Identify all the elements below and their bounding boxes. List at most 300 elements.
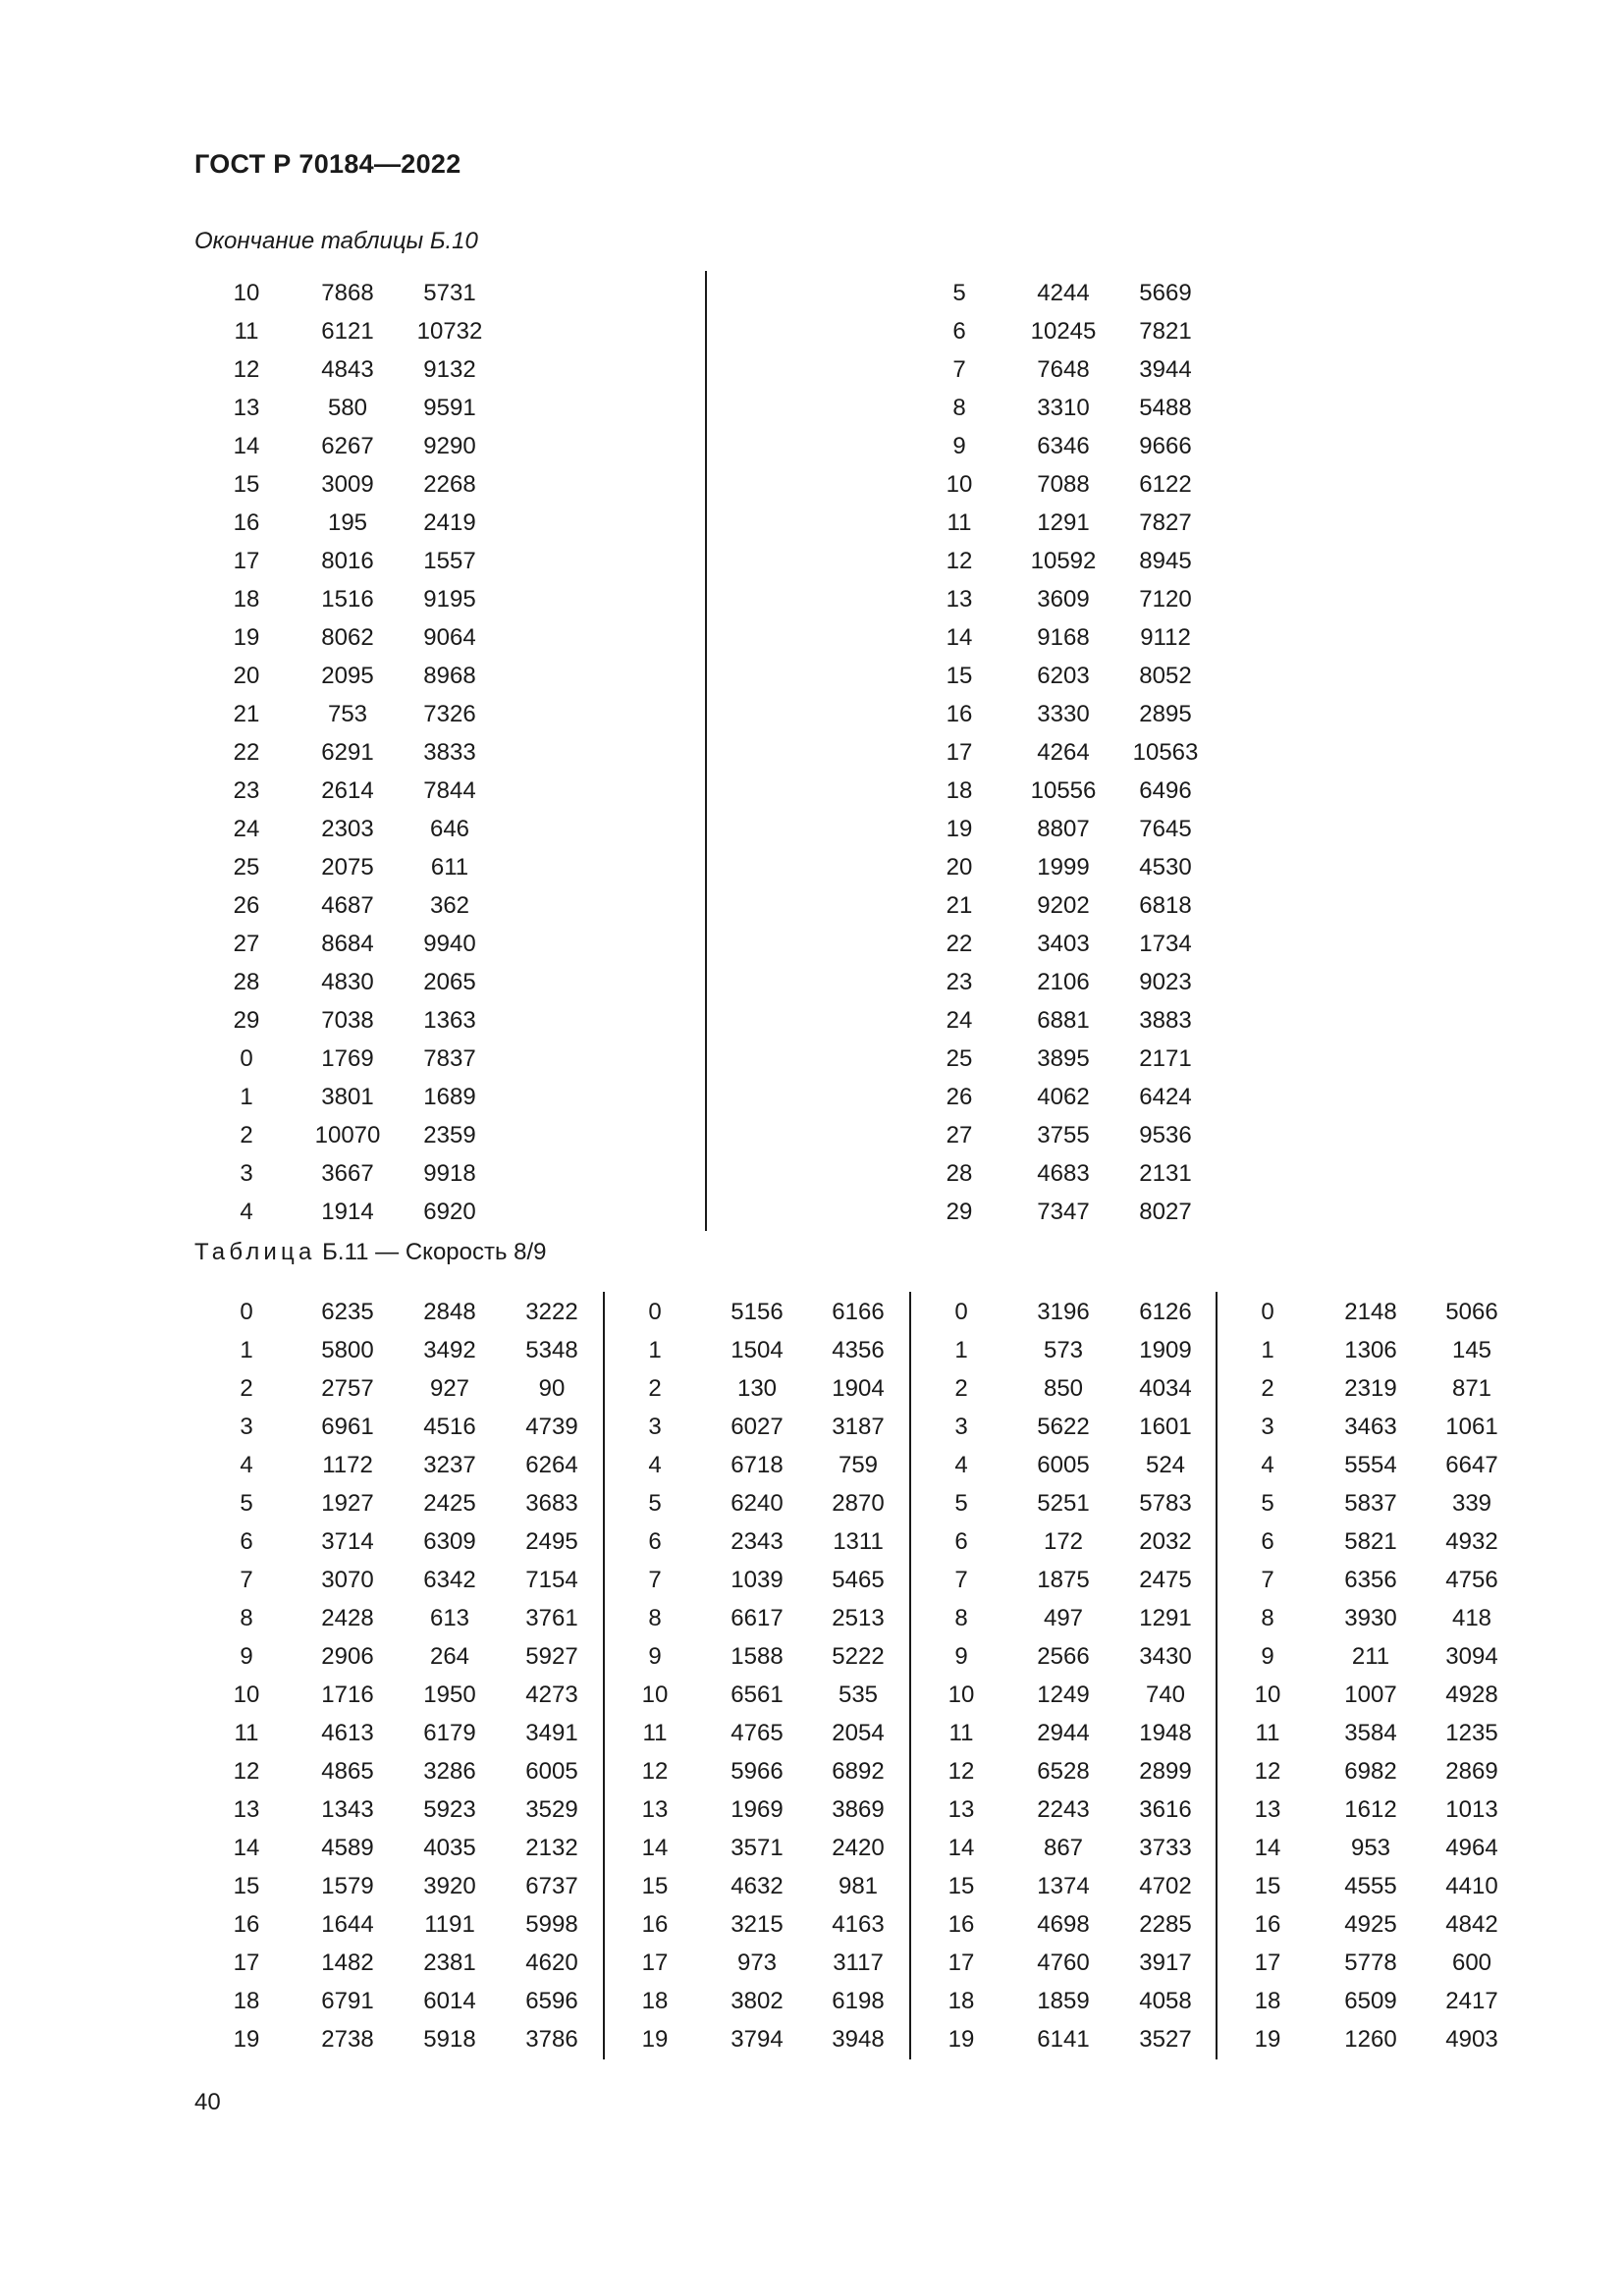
value-cell: 8807: [1037, 816, 1090, 842]
row-index-cell: 3: [954, 1414, 968, 1440]
value-cell: 4928: [1445, 1682, 1498, 1708]
value-cell: 7326: [423, 701, 476, 727]
value-cell: 4760: [1037, 1949, 1090, 1976]
value-cell: 10563: [1132, 739, 1199, 766]
value-cell: 3609: [1037, 586, 1090, 613]
table-b11-divider-2: [909, 1292, 911, 2059]
row-index-cell: 15: [233, 471, 260, 498]
value-cell: 3286: [423, 1758, 476, 1785]
value-cell: 2870: [832, 1490, 885, 1517]
value-cell: 9112: [1140, 624, 1191, 651]
value-cell: 3802: [731, 1988, 784, 2014]
value-cell: 1191: [424, 1911, 475, 1938]
row-index-cell: 16: [641, 1911, 669, 1938]
row-index-cell: 17: [233, 548, 260, 574]
table-b10-divider: [705, 271, 707, 1231]
value-cell: 1689: [423, 1084, 476, 1110]
table-continuation-caption: Окончание таблицы Б.10: [194, 228, 478, 254]
row-index-cell: 26: [946, 1084, 973, 1110]
value-cell: 6881: [1037, 1007, 1090, 1034]
value-cell: 2895: [1139, 701, 1192, 727]
row-index-cell: 3: [240, 1160, 253, 1187]
value-cell: 4756: [1445, 1567, 1498, 1593]
value-cell: 1999: [1037, 854, 1090, 881]
value-cell: 5669: [1139, 280, 1192, 306]
value-cell: 5927: [525, 1643, 578, 1670]
row-index-cell: 9: [1261, 1643, 1274, 1670]
row-index-cell: 12: [947, 1758, 975, 1785]
row-index-cell: 11: [642, 1720, 668, 1746]
row-index-cell: 5: [648, 1490, 662, 1517]
row-index-cell: 1: [1261, 1337, 1274, 1363]
value-cell: 6179: [423, 1720, 476, 1746]
value-cell: 953: [1350, 1835, 1391, 1861]
value-cell: 6203: [1037, 663, 1090, 689]
value-cell: 6005: [1037, 1452, 1090, 1478]
value-cell: 3094: [1445, 1643, 1498, 1670]
value-cell: 5778: [1344, 1949, 1397, 1976]
value-cell: 10732: [416, 318, 483, 345]
value-cell: 2132: [525, 1835, 578, 1861]
value-cell: 981: [838, 1873, 879, 1899]
value-cell: 600: [1451, 1949, 1492, 1976]
value-cell: 8016: [321, 548, 374, 574]
row-index-cell: 22: [233, 739, 260, 766]
row-index-cell: 29: [233, 1007, 260, 1034]
value-cell: 6818: [1139, 892, 1192, 919]
row-index-cell: 9: [952, 433, 966, 459]
row-index-cell: 14: [641, 1835, 669, 1861]
row-index-cell: 20: [233, 663, 260, 689]
value-cell: 9064: [423, 624, 476, 651]
row-index-cell: 2: [240, 1122, 253, 1148]
value-cell: 3714: [321, 1528, 374, 1555]
value-cell: 6892: [832, 1758, 885, 1785]
value-cell: 7645: [1139, 816, 1192, 842]
row-index-cell: 0: [240, 1045, 253, 1072]
value-cell: 2738: [321, 2026, 374, 2053]
row-index-cell: 5: [1261, 1490, 1274, 1517]
value-cell: 4925: [1344, 1911, 1397, 1938]
row-index-cell: 16: [233, 1911, 260, 1938]
value-cell: 3761: [525, 1605, 578, 1631]
value-cell: 4058: [1139, 1988, 1192, 2014]
row-index-cell: 15: [1254, 1873, 1281, 1899]
value-cell: 339: [1451, 1490, 1492, 1517]
value-cell: 2425: [423, 1490, 476, 1517]
value-cell: 2757: [321, 1375, 374, 1402]
row-index-cell: 18: [233, 586, 260, 613]
row-index-cell: 3: [648, 1414, 662, 1440]
table-b11-divider-1: [603, 1292, 605, 2059]
row-index-cell: 19: [233, 2026, 260, 2053]
row-index-cell: 21: [946, 892, 973, 919]
value-cell: 2614: [321, 777, 374, 804]
row-index-cell: 9: [240, 1643, 253, 1670]
value-cell: 9195: [423, 586, 476, 613]
value-cell: 3920: [423, 1873, 476, 1899]
row-index-cell: 21: [233, 701, 260, 727]
row-index-cell: 2: [240, 1375, 253, 1402]
value-cell: 5998: [525, 1911, 578, 1938]
value-cell: 4830: [321, 969, 374, 995]
row-index-cell: 0: [648, 1299, 662, 1325]
row-index-cell: 7: [648, 1567, 662, 1593]
value-cell: 5821: [1344, 1528, 1397, 1555]
value-cell: 362: [429, 892, 470, 919]
row-index-cell: 10: [1254, 1682, 1281, 1708]
value-cell: 2065: [423, 969, 476, 995]
value-cell: 573: [1043, 1337, 1084, 1363]
value-cell: 2343: [731, 1528, 784, 1555]
row-index-cell: 18: [1254, 1988, 1281, 2014]
value-cell: 1013: [1445, 1796, 1498, 1823]
row-index-cell: 11: [234, 1720, 259, 1746]
value-cell: 1769: [321, 1045, 374, 1072]
row-index-cell: 16: [946, 701, 973, 727]
row-index-cell: 2: [648, 1375, 662, 1402]
row-index-cell: 15: [947, 1873, 975, 1899]
value-cell: 6005: [525, 1758, 578, 1785]
value-cell: 4244: [1037, 280, 1090, 306]
value-cell: 6291: [321, 739, 374, 766]
value-cell: 6122: [1139, 471, 1192, 498]
row-index-cell: 18: [641, 1988, 669, 2014]
value-cell: 2106: [1037, 969, 1090, 995]
value-cell: 5731: [423, 280, 476, 306]
row-index-cell: 1: [240, 1084, 253, 1110]
value-cell: 6267: [321, 433, 374, 459]
value-cell: 1363: [423, 1007, 476, 1034]
value-cell: 4865: [321, 1758, 374, 1785]
row-index-cell: 17: [233, 1949, 260, 1976]
value-cell: 3529: [525, 1796, 578, 1823]
table-b11-divider-3: [1216, 1292, 1218, 2059]
value-cell: 3869: [832, 1796, 885, 1823]
value-cell: 3930: [1344, 1605, 1397, 1631]
row-index-cell: 10: [946, 471, 973, 498]
row-index-cell: 5: [954, 1490, 968, 1517]
value-cell: 2303: [321, 816, 374, 842]
value-cell: 1927: [321, 1490, 374, 1517]
value-cell: 6309: [423, 1528, 476, 1555]
value-cell: 6496: [1139, 777, 1192, 804]
value-cell: 3310: [1037, 395, 1090, 421]
value-cell: 9132: [423, 356, 476, 383]
value-cell: 3667: [321, 1160, 374, 1187]
value-cell: 4632: [731, 1873, 784, 1899]
row-index-cell: 26: [233, 892, 260, 919]
value-cell: 3330: [1037, 701, 1090, 727]
value-cell: 6264: [525, 1452, 578, 1478]
value-cell: 3584: [1344, 1720, 1397, 1746]
value-cell: 6027: [731, 1414, 784, 1440]
value-cell: 1716: [321, 1682, 374, 1708]
row-index-cell: 23: [946, 969, 973, 995]
row-index-cell: 12: [641, 1758, 669, 1785]
value-cell: 4842: [1445, 1911, 1498, 1938]
value-cell: 4516: [423, 1414, 476, 1440]
value-cell: 1601: [1139, 1414, 1192, 1440]
row-index-cell: 0: [240, 1299, 253, 1325]
value-cell: 850: [1043, 1375, 1084, 1402]
value-cell: 7038: [321, 1007, 374, 1034]
row-index-cell: 4: [954, 1452, 968, 1478]
value-cell: 1557: [423, 548, 476, 574]
value-cell: 9536: [1139, 1122, 1192, 1148]
row-index-cell: 19: [946, 816, 973, 842]
row-index-cell: 22: [946, 931, 973, 957]
value-cell: 3944: [1139, 356, 1192, 383]
value-cell: 1859: [1037, 1988, 1090, 2014]
value-cell: 2944: [1037, 1720, 1090, 1746]
value-cell: 5465: [832, 1567, 885, 1593]
value-cell: 3683: [525, 1490, 578, 1517]
value-cell: 4687: [321, 892, 374, 919]
row-index-cell: 6: [1261, 1528, 1274, 1555]
value-cell: 6561: [731, 1682, 784, 1708]
row-index-cell: 0: [1261, 1299, 1274, 1325]
row-index-cell: 14: [947, 1835, 975, 1861]
value-cell: 7868: [321, 280, 374, 306]
value-cell: 2428: [321, 1605, 374, 1631]
value-cell: 611: [430, 854, 469, 881]
row-index-cell: 16: [233, 509, 260, 536]
value-cell: 2054: [832, 1720, 885, 1746]
row-index-cell: 29: [946, 1199, 973, 1225]
value-cell: 6126: [1139, 1299, 1192, 1325]
value-cell: 3786: [525, 2026, 578, 2053]
value-cell: 871: [1451, 1375, 1492, 1402]
value-cell: 1343: [321, 1796, 374, 1823]
row-index-cell: 15: [233, 1873, 260, 1899]
row-index-cell: 1: [954, 1337, 968, 1363]
value-cell: 1644: [321, 1911, 374, 1938]
value-cell: 2032: [1139, 1528, 1192, 1555]
value-cell: 1875: [1037, 1567, 1090, 1593]
value-cell: 5156: [731, 1299, 784, 1325]
value-cell: 4964: [1445, 1835, 1498, 1861]
row-index-cell: 3: [240, 1414, 253, 1440]
row-index-cell: 24: [946, 1007, 973, 1034]
value-cell: 6920: [423, 1199, 476, 1225]
value-cell: 6737: [525, 1873, 578, 1899]
value-cell: 4530: [1139, 854, 1192, 881]
value-cell: 3222: [525, 1299, 578, 1325]
row-index-cell: 25: [233, 854, 260, 881]
value-cell: 4410: [1445, 1873, 1498, 1899]
value-cell: 4356: [832, 1337, 885, 1363]
row-index-cell: 7: [1261, 1567, 1274, 1593]
row-index-cell: 11: [947, 509, 972, 536]
value-cell: 646: [429, 816, 470, 842]
value-cell: 3571: [731, 1835, 784, 1861]
value-cell: 8945: [1139, 548, 1192, 574]
row-index-cell: 4: [240, 1199, 253, 1225]
value-cell: 5554: [1344, 1452, 1397, 1478]
row-index-cell: 2: [1261, 1375, 1274, 1402]
value-cell: 6240: [731, 1490, 784, 1517]
row-index-cell: 1: [648, 1337, 662, 1363]
value-cell: 4163: [832, 1911, 885, 1938]
value-cell: 9918: [423, 1160, 476, 1187]
value-cell: 7154: [525, 1567, 578, 1593]
value-cell: 3833: [423, 739, 476, 766]
value-cell: 1969: [731, 1796, 784, 1823]
value-cell: 2075: [321, 854, 374, 881]
value-cell: 6509: [1344, 1988, 1397, 2014]
value-cell: 3948: [832, 2026, 885, 2053]
value-cell: 927: [429, 1375, 470, 1402]
value-cell: 5918: [423, 2026, 476, 2053]
row-index-cell: 11: [234, 318, 259, 345]
value-cell: 7347: [1037, 1199, 1090, 1225]
row-index-cell: 4: [240, 1452, 253, 1478]
value-cell: 6166: [832, 1299, 885, 1325]
value-cell: 6356: [1344, 1567, 1397, 1593]
value-cell: 2381: [423, 1949, 476, 1976]
row-index-cell: 16: [947, 1911, 975, 1938]
value-cell: 1734: [1139, 931, 1192, 957]
row-index-cell: 9: [954, 1643, 968, 1670]
value-cell: 1172: [322, 1452, 373, 1478]
value-cell: 1235: [1445, 1720, 1498, 1746]
value-cell: 4589: [321, 1835, 374, 1861]
value-cell: 2131: [1139, 1160, 1192, 1187]
row-index-cell: 10: [233, 280, 260, 306]
value-cell: 7648: [1037, 356, 1090, 383]
value-cell: 9290: [423, 433, 476, 459]
value-cell: 5066: [1445, 1299, 1498, 1325]
row-index-cell: 1: [240, 1337, 253, 1363]
value-cell: 1904: [832, 1375, 885, 1402]
value-cell: 1909: [1139, 1337, 1192, 1363]
value-cell: 497: [1043, 1605, 1084, 1631]
value-cell: 4034: [1139, 1375, 1192, 1402]
value-cell: 10592: [1030, 548, 1097, 574]
value-cell: 2148: [1344, 1299, 1397, 1325]
value-cell: 10245: [1030, 318, 1097, 345]
row-index-cell: 15: [641, 1873, 669, 1899]
value-cell: 130: [736, 1375, 778, 1402]
row-index-cell: 4: [648, 1452, 662, 1478]
value-cell: 759: [838, 1452, 879, 1478]
row-index-cell: 17: [1254, 1949, 1281, 1976]
value-cell: 7821: [1139, 318, 1192, 345]
value-cell: 2243: [1037, 1796, 1090, 1823]
value-cell: 753: [327, 701, 368, 727]
row-index-cell: 14: [946, 624, 973, 651]
value-cell: 5837: [1344, 1490, 1397, 1517]
row-index-cell: 18: [946, 777, 973, 804]
value-cell: 3463: [1344, 1414, 1397, 1440]
value-cell: 1588: [731, 1643, 784, 1670]
value-cell: 10070: [314, 1122, 381, 1148]
value-cell: 3237: [423, 1452, 476, 1478]
value-cell: 145: [1451, 1337, 1492, 1363]
row-index-cell: 13: [946, 586, 973, 613]
row-index-cell: 27: [233, 931, 260, 957]
value-cell: 10556: [1030, 777, 1097, 804]
value-cell: 1007: [1344, 1682, 1397, 1708]
row-index-cell: 20: [946, 854, 973, 881]
value-cell: 580: [327, 395, 368, 421]
value-cell: 2171: [1139, 1045, 1192, 1072]
row-index-cell: 15: [946, 663, 973, 689]
value-cell: 1612: [1344, 1796, 1397, 1823]
value-cell: 4555: [1344, 1873, 1397, 1899]
value-cell: 8062: [321, 624, 374, 651]
row-index-cell: 2: [954, 1375, 968, 1402]
row-index-cell: 8: [952, 395, 966, 421]
row-index-cell: 18: [947, 1988, 975, 2014]
value-cell: 4739: [525, 1414, 578, 1440]
value-cell: 6424: [1139, 1084, 1192, 1110]
row-index-cell: 10: [233, 1682, 260, 1708]
row-index-cell: 6: [952, 318, 966, 345]
row-index-cell: 16: [1254, 1911, 1281, 1938]
value-cell: 5251: [1037, 1490, 1090, 1517]
row-index-cell: 13: [641, 1796, 669, 1823]
value-cell: 5488: [1139, 395, 1192, 421]
row-index-cell: 6: [240, 1528, 253, 1555]
value-cell: 1306: [1344, 1337, 1397, 1363]
row-index-cell: 10: [947, 1682, 975, 1708]
row-index-cell: 13: [233, 1796, 260, 1823]
value-cell: 9591: [423, 395, 476, 421]
value-cell: 3755: [1037, 1122, 1090, 1148]
value-cell: 1516: [321, 586, 374, 613]
row-index-cell: 0: [954, 1299, 968, 1325]
value-cell: 1950: [423, 1682, 476, 1708]
value-cell: 4620: [525, 1949, 578, 1976]
row-index-cell: 11: [948, 1720, 974, 1746]
row-index-cell: 5: [240, 1490, 253, 1517]
row-index-cell: 13: [947, 1796, 975, 1823]
row-index-cell: 5: [952, 280, 966, 306]
value-cell: 1914: [321, 1199, 374, 1225]
value-cell: 4765: [731, 1720, 784, 1746]
value-cell: 3616: [1139, 1796, 1192, 1823]
value-cell: 1291: [1037, 509, 1090, 536]
value-cell: 1260: [1344, 2026, 1397, 2053]
value-cell: 3491: [525, 1720, 578, 1746]
value-cell: 3187: [832, 1414, 885, 1440]
row-index-cell: 12: [946, 548, 973, 574]
value-cell: 8052: [1139, 663, 1192, 689]
table-b11-caption: [194, 1239, 547, 1266]
value-cell: 4843: [321, 356, 374, 383]
value-cell: 7827: [1139, 509, 1192, 536]
value-cell: 2906: [321, 1643, 374, 1670]
row-index-cell: 25: [946, 1045, 973, 1072]
row-index-cell: 12: [233, 1758, 260, 1785]
row-index-cell: 19: [233, 624, 260, 651]
row-index-cell: 18: [233, 1988, 260, 2014]
row-index-cell: 8: [648, 1605, 662, 1631]
value-cell: 5966: [731, 1758, 784, 1785]
value-cell: 6121: [321, 318, 374, 345]
row-index-cell: 7: [240, 1567, 253, 1593]
value-cell: 3883: [1139, 1007, 1192, 1034]
row-index-cell: 13: [233, 395, 260, 421]
row-index-cell: 19: [641, 2026, 669, 2053]
row-index-cell: 4: [1261, 1452, 1274, 1478]
row-index-cell: 14: [233, 1835, 260, 1861]
value-cell: 867: [1043, 1835, 1084, 1861]
value-cell: 9202: [1037, 892, 1090, 919]
value-cell: 2513: [832, 1605, 885, 1631]
